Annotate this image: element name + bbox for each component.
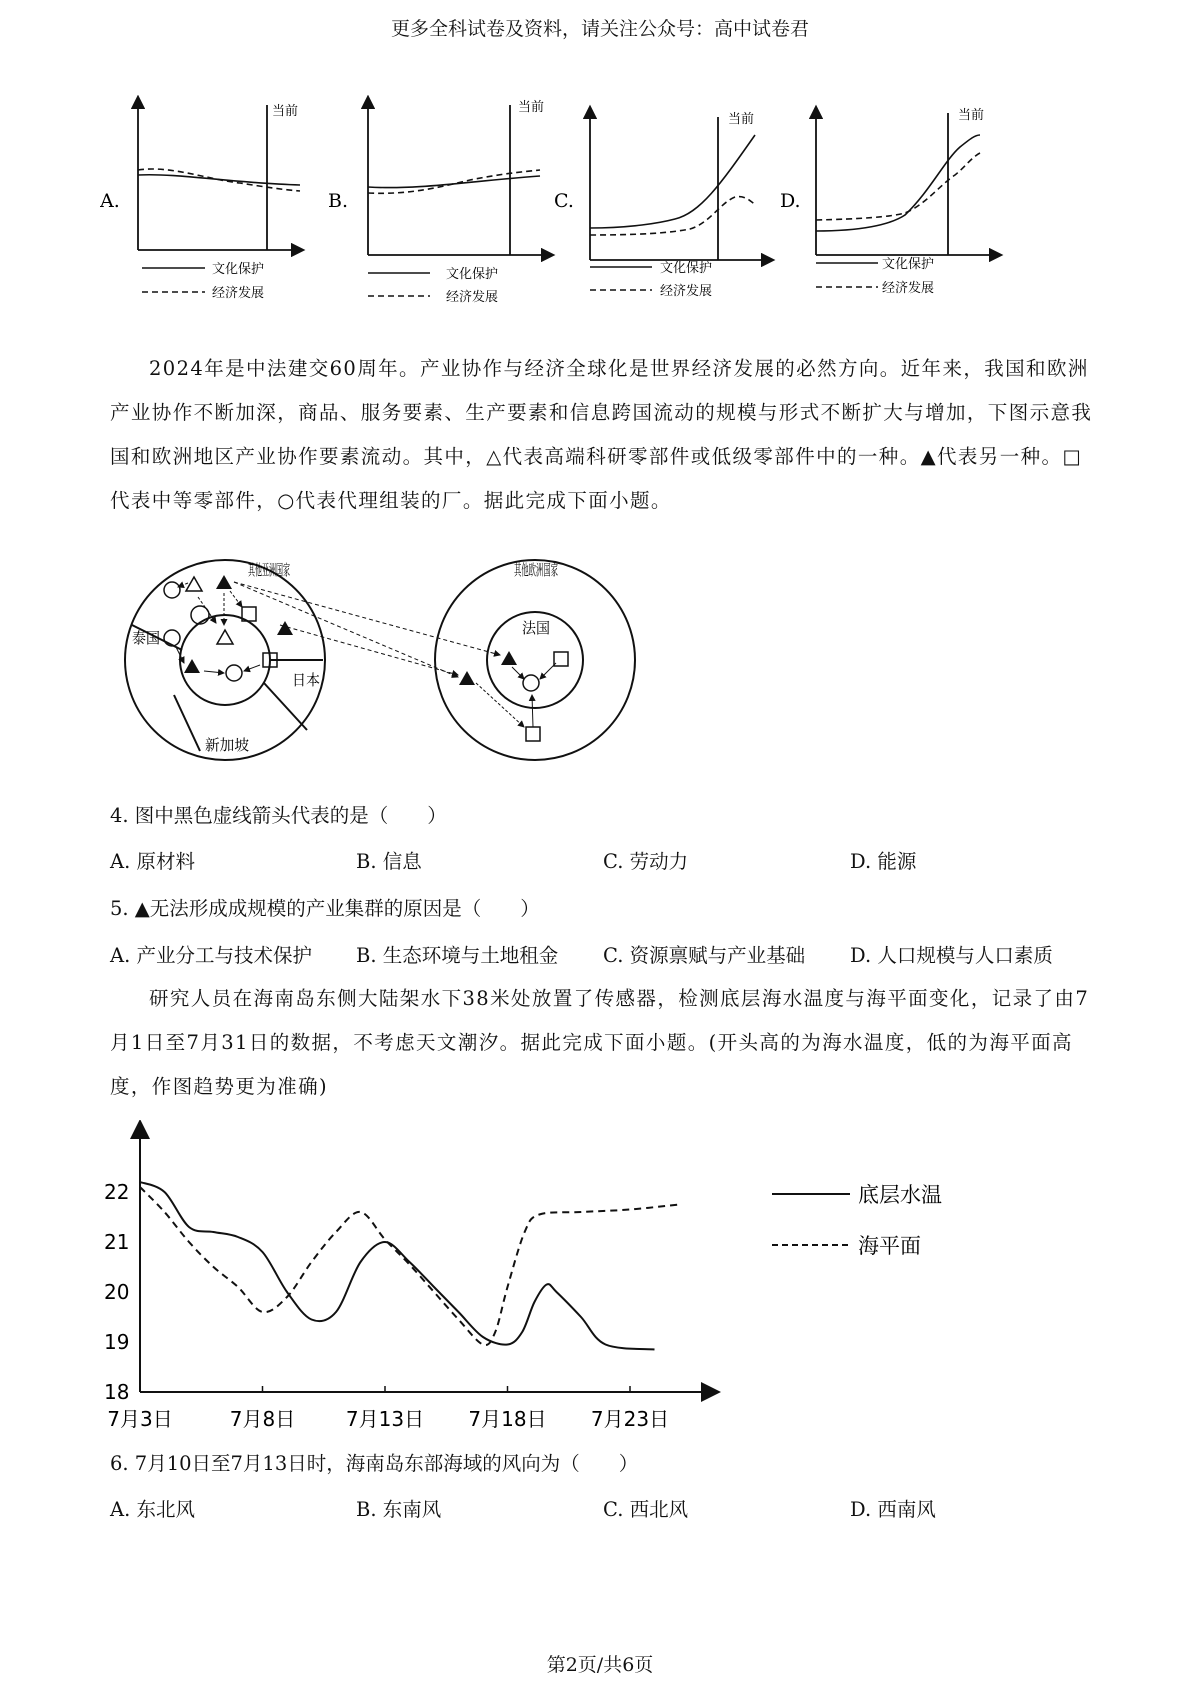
x-tick-label: 7月18日 [468,1407,547,1431]
industry-flow-diagram [120,555,720,765]
y-tick-label: 20 [104,1280,130,1304]
option-d-chart [780,107,998,296]
y-tick-label: 19 [104,1330,130,1354]
q6-option-c[interactable]: C. 西北风 [603,1498,689,1521]
q5-stem: 5. ▲无法形成成规模的产业集群的原因是（ ） [110,897,540,920]
sea-level-line [140,1187,679,1345]
option-c-culture-line [590,135,755,228]
option-d-legend-solid: 文化保护 [882,257,935,272]
y-tick-label: 18 [104,1380,130,1404]
option-a-current-label: 当前 [272,104,299,119]
x-tick-label: 7月23日 [590,1407,670,1431]
chart-legend [772,1183,942,1258]
option-a-legend-solid: 文化保护 [212,262,265,277]
q6-option-a[interactable]: A. 东北风 [110,1498,195,1521]
option-a-legend-dashed: 经济发展 [212,286,265,301]
japan-label: 日本 [292,671,320,689]
x-tick-label: 7月3日 [107,1407,173,1431]
option-c-legend-dashed: 经济发展 [660,284,713,299]
option-d-economy-line [816,153,980,220]
q6-stem: 6. 7月10日至7月13日时，海南岛东部海域的风向为（ ） [110,1452,639,1475]
cross-region-flows [234,582,500,677]
option-c-chart [554,110,770,299]
option-a-economy-line [138,169,300,191]
option-b-culture-line [368,176,540,188]
q4-option-c[interactable]: C. 劳动力 [603,850,689,873]
other-asia-label: 其他亚洲国家 [248,561,290,579]
y-tick-label: 21 [104,1230,130,1254]
q5-option-b[interactable]: B. 生态环境与土地租金 [356,944,559,967]
x-tick-label: 7月13日 [345,1407,425,1431]
x-tick-label: 7月8日 [229,1407,296,1431]
option-c-legend-solid: 文化保护 [660,261,713,276]
france-label: 法国 [522,619,550,637]
europe-region [435,560,635,760]
option-d-label: D. [780,190,801,212]
option-b-current-label: 当前 [518,100,545,115]
option-b-economy-line [368,170,540,193]
page-header: 更多全科试卷及资料，请关注公众号：高中试卷君 [390,18,809,40]
option-b-chart [328,99,550,305]
q4-option-d[interactable]: D. 能源 [850,850,917,873]
legend-water-temp: 底层水温 [858,1183,942,1207]
q5-option-a[interactable]: A. 产业分工与技术保护 [110,944,312,967]
y-tick-label: 22 [104,1180,130,1204]
q4-option-b[interactable]: B. 信息 [356,850,422,873]
q6-option-b[interactable]: B. 东南风 [356,1498,442,1521]
temperature-sealevel-chart [100,1120,1000,1445]
chart-series [140,1182,679,1350]
q5-option-d[interactable]: D. 人口规模与人口素质 [850,944,1053,967]
option-c-label: C. [554,190,574,212]
q3-option-charts [100,95,1100,325]
water-temp-line [140,1182,655,1350]
passage-industry-cooperation: 2024年是中法建交60周年。产业协作与经济全球化是世界经济发展的必然方向。近年来，我国和欧洲产业协作不断加深，商品、服务要素、生产要素和信息跨国流动的规模与形式不断扩大与增加，下图示意我国和欧洲地区产业协作要素流动。其中，△代表高端科研零部件或低级零部件中的一种。▲代表另一种。□代表中等零部件，○代表代理组装的厂。据此完成下面小题。 [110,357,1093,512]
option-d-current-label: 当前 [958,108,985,123]
option-b-legend-dashed: 经济发展 [446,290,499,305]
option-d-legend-dashed: 经济发展 [882,281,935,296]
page-footer: 第2页/共6页 [546,1654,654,1676]
option-c-current-label: 当前 [728,112,755,127]
option-a-label: A. [100,190,120,212]
option-a-chart [100,100,300,301]
asia-region [125,560,325,760]
passage-hainan-sensor: 研究人员在海南岛东侧大陆架水下38米处放置了传感器，检测底层海水温度与海平面变化，记录了由7月1日至7月31日的数据，不考虑天文潮汐。据此完成下面小题。(开头高的为海水温度，低的为海平面高度，作图趋势更为准确) [110,987,1090,1098]
q5-option-c[interactable]: C. 资源禀赋与产业基础 [603,944,806,967]
option-d-culture-line [816,135,980,231]
other-europe-label: 其他欧洲国家 [514,561,558,579]
legend-sea-level: 海平面 [858,1234,921,1258]
q4-option-a[interactable]: A. 原材料 [110,850,195,873]
y-tick-labels [104,1180,129,1404]
q6-option-d[interactable]: D. 西南风 [850,1498,936,1521]
option-c-economy-line [590,197,756,235]
option-b-label: B. [328,190,349,212]
singapore-label: 新加坡 [205,736,249,754]
thailand-label: 泰国 [132,629,160,647]
option-b-legend-solid: 文化保护 [446,267,499,282]
q4-stem: 4. 图中黑色虚线箭头代表的是（ ） [110,804,447,827]
